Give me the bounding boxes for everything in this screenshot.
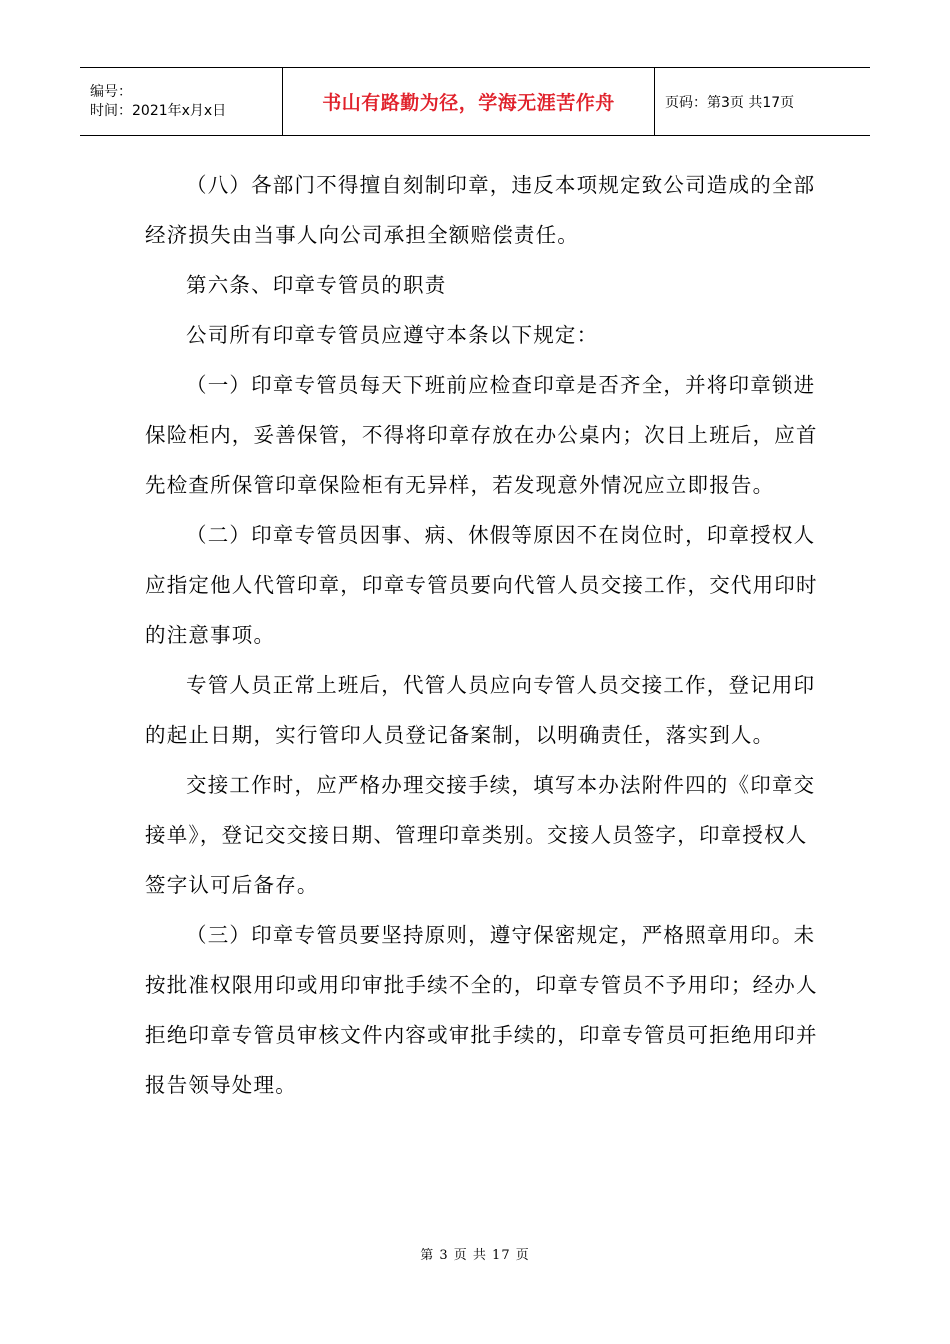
serial-number-label: 编号： <box>90 83 132 100</box>
document-body <box>145 160 825 1110</box>
section-heading: 第六条、印章专管员的职责 <box>186 273 447 297</box>
page-footer: 第 3 页 共 17 页 <box>420 1248 530 1263</box>
paragraph: （一）印章专管员每天下班前应检查印章是否齐全，并将印章锁进保险柜内，妥善保管，不得将印章存放在办公桌内；次日上班后，应首先检查所保管印章保险柜有无异样，若发现意外情况应立即报告。 <box>145 373 818 497</box>
document-header <box>80 67 870 136</box>
motto-text: 书山有路勤为径，学海无涯苦作舟 <box>322 92 615 114</box>
paragraph: 交接工作时，应严格办理交接手续，填写本办法附件四的《印章交接单》，登记交交接日期、管理印章类别。交接人员签字，印章授权人签字认可后备存。 <box>145 773 816 897</box>
paragraph: 专管人员正常上班后，代管人员应向专管人员交接工作，登记用印的起止日期，实行管印人员登记备案制，以明确责任，落实到人。 <box>145 673 816 747</box>
page-info: 页码：第3页 共17页 <box>665 94 795 111</box>
paragraph: （八）各部门不得擅自刻制印章，违反本项规定致公司造成的全部经济损失由当事人向公司承担全额赔偿责任。 <box>145 173 816 247</box>
header-motto-cell <box>283 68 655 136</box>
paragraph: （二）印章专管员因事、病、休假等原因不在岗位时，印章授权人应指定他人代管印章，印章专管员要向代管人员交接工作，交代用印时的注意事项。 <box>145 523 818 647</box>
paragraph: 公司所有印章专管员应遵守本条以下规定： <box>186 323 599 347</box>
header-page-cell <box>655 68 871 136</box>
paragraph: （三）印章专管员要坚持原则，遵守保密规定，严格照章用印。未按批准权限用印或用印审批手续不全的，印章专管员不予用印；经办人拒绝印章专管员审核文件内容或审批手续的，印章专管员可拒绝用印并报告领导处理。 <box>145 923 818 1097</box>
time-label: 时间：2021年x月x日 <box>90 102 227 119</box>
header-meta-cell <box>80 68 283 136</box>
